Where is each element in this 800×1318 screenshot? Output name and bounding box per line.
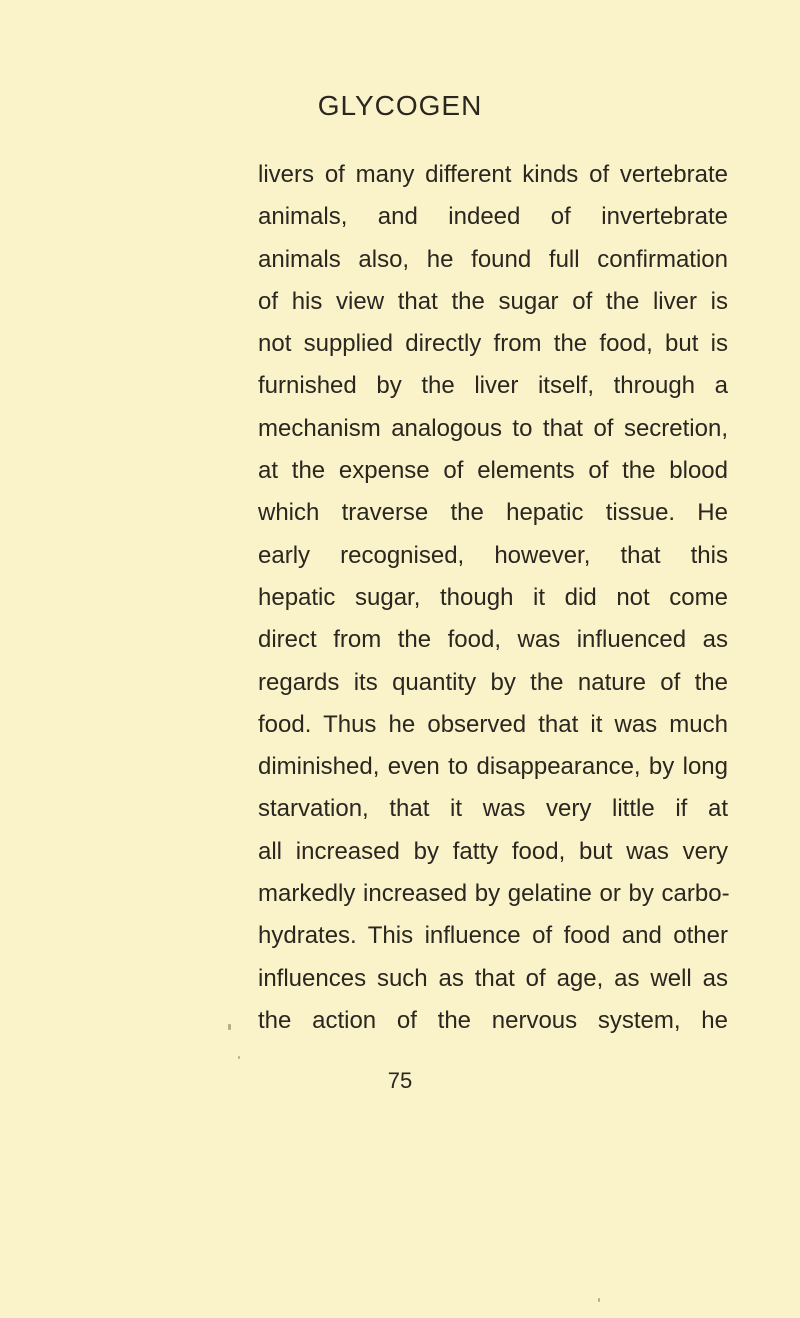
text-line: of his view that the sugar of the liver is [258,287,728,315]
text-line: animals also, he found full confirmation [258,245,728,273]
text-line: regards its quantity by the nature of the [258,668,728,696]
running-head: GLYCOGEN [317,90,483,121]
text-line: which traverse the hepatic tissue. He [258,499,728,527]
text-line: diminished, even to disappearance, by long [258,753,728,781]
text-line: livers of many different kinds of vertebrate [258,161,728,188]
text-line: early recognised, however, that this [258,541,728,569]
text-line: food. Thus he observed that it was much [258,710,728,738]
page-number: 75 [387,1068,413,1093]
text-line: direct from the food, was influenced as [258,626,728,654]
text-line: the action of the nervous system, he [258,1006,728,1034]
text-line: all increased by fatty food, but was very [258,837,728,865]
text-line: hepatic sugar, though it did not come [258,583,728,611]
text-line: starvation, that it was very little if at [258,795,728,823]
text-line: furnished by the liver itself, through a [258,372,728,400]
text-line: not supplied directly from the food, but is [258,330,728,358]
text-line: markedly increased by gelatine or by carbo- [258,880,730,908]
paper-speck [598,1298,600,1302]
paper-speck [238,1056,240,1059]
text-line: at the expense of elements of the blood [258,457,728,485]
text-line: animals, and indeed of invertebrate [258,203,728,231]
paper-speck [228,1024,231,1030]
text-line: influences such as that of age, as well as [258,964,728,992]
body-paragraph [258,154,728,1042]
text-line: hydrates. This influence of food and other [258,922,728,950]
text-line: mechanism analogous to that of secretion, [258,414,728,442]
